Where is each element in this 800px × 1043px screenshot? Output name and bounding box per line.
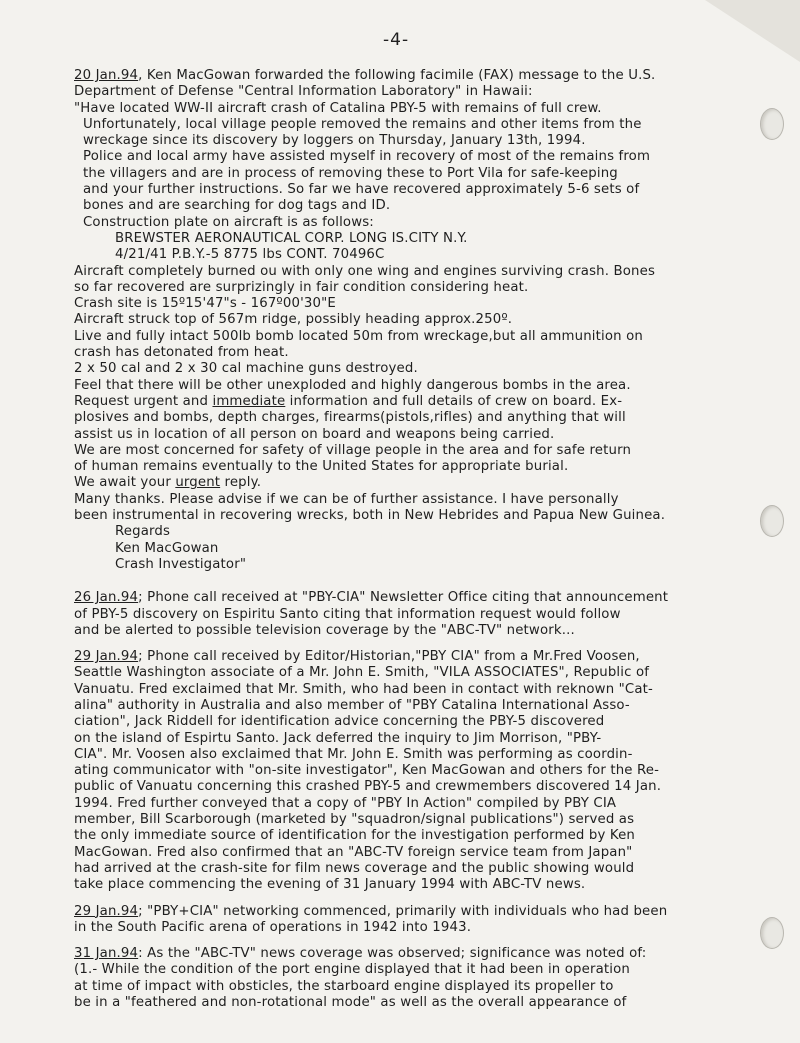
fax-line: Request urgent and immediate information and full details of crew on board. Ex-: [74, 393, 623, 409]
underlined-word: urgent: [175, 475, 221, 491]
entry-line: of PBY-5 discovery on Espiritu Santo citing that information request would follow: [74, 606, 621, 622]
entry-line: ating communicator with "on-site investigator", Ken MacGowan and others for the Re-: [74, 763, 660, 779]
document-body: [74, 68, 774, 1011]
entry-date: 20 Jan.94: [74, 68, 139, 83]
fax-line: assist us in location of all person on board and weapons being carried.: [74, 426, 555, 442]
entry-header: 31 Jan.94: As the "ABC-TV" news coverage was observed; significance was noted of:: [74, 946, 647, 962]
fax-line: 2 x 50 cal and 2 x 30 cal machine guns destroyed.: [74, 361, 418, 377]
entry-line: Seattle Washington associate of a Mr. John E. Smith, "VILA ASSOCIATES", Republic of: [74, 665, 650, 681]
fax-line: Live and fully intact 500lb bomb located 50m from wreckage,but all ammunition on: [74, 328, 643, 344]
fax-line: Police and local army have assisted myself in recovery of most of the remains from: [83, 149, 651, 165]
entry-line: the only immediate source of identification for the investigation performed by Ken: [74, 828, 635, 844]
fax-line: crash has detonated from heat.: [74, 345, 289, 361]
entry-header: 29 Jan.94; "PBY+CIA" networking commenced, primarily with individuals who had been: [74, 903, 668, 919]
fax-line: so far recovered are surprizingly in fair condition considering heat.: [74, 279, 529, 295]
fax-line: bones and are searching for dog tags and ID.: [83, 198, 391, 214]
entry-line: Vanuatu. Fred exclaimed that Mr. Smith, who had been in contact with reknown "Cat-: [74, 681, 653, 697]
entry-line: at time of impact with obsticles, the starboard engine displayed its propeller to: [74, 978, 614, 994]
entry-line: on the island of Espirtu Santo. Jack deferred the inquiry to Jim Morrison, "PBY-: [74, 730, 602, 746]
fax-line: been instrumental in recovering wrecks, both in New Hebrides and Papua New Guinea.: [74, 508, 666, 524]
construction-plate-line: 4/21/41 P.B.Y.-5 8775 lbs CONT. 70496C: [115, 247, 385, 263]
fax-line: Feel that there will be other unexploded and highly dangerous bombs in the area.: [74, 377, 631, 393]
entry-line: ciation", Jack Riddell for identification advice concerning the PBY-5 discovered: [74, 714, 605, 730]
fax-line: the villagers and are in process of removing these to Port Vila for safe-keeping: [83, 165, 618, 181]
entry-line: member, Bill Scarborough (marketed by "squadron/signal publications") served as: [74, 812, 635, 828]
fax-line: We await your urgent reply.: [74, 475, 262, 491]
entry-line: be in a "feathered and non-rotational mode" as well as the overall appearance of: [74, 995, 627, 1011]
signature-line: Regards: [115, 524, 171, 540]
signature-line: Ken MacGowan: [115, 540, 219, 556]
underlined-word: immediate: [212, 393, 286, 409]
construction-plate-line: BREWSTER AERONAUTICAL CORP. LONG IS.CITY N.Y.: [115, 230, 468, 246]
entry-line: take place commencing the evening of 31 January 1994 with ABC-TV news.: [74, 877, 586, 893]
fax-line: Many thanks. Please advise if we can be of further assistance. I have personally: [74, 491, 619, 507]
entry-header: 26 Jan.94; Phone call received at "PBY-CIA" Newsletter Office citing that announcement: [74, 590, 669, 606]
entry-header: 20 Jan.94, Ken MacGowan forwarded the following facimile (FAX) message to the U.S.: [74, 68, 656, 83]
entry-line: Department of Defense "Central Information Laboratory" in Hawaii:: [74, 84, 533, 100]
signature-line: Crash Investigator": [115, 556, 247, 572]
fax-line: wreckage since its discovery by loggers on Thursday, January 13th, 1994.: [83, 133, 586, 149]
entry-line: CIA". Mr. Voosen also exclaimed that Mr. John E. Smith was performing as coordin-: [74, 746, 633, 762]
entry-date: 29 Jan.94: [74, 903, 139, 919]
entry-line: 1994. Fred further conveyed that a copy of "PBY In Action" compiled by PBY CIA: [74, 795, 617, 811]
entry-date: 29 Jan.94: [74, 649, 139, 665]
entry-line: in the South Pacific arena of operations in 1942 into 1943.: [74, 919, 472, 935]
entry-line: alina" authority in Australia and also member of "PBY Catalina International Asso-: [74, 697, 630, 713]
fax-line: of human remains eventually to the United States for appropriate burial.: [74, 459, 569, 475]
fax-line: Crash site is 15º15'47"s - 167º00'30"E: [74, 296, 336, 312]
entry-line: had arrived at the crash-site for film news coverage and the public showing would: [74, 860, 635, 876]
fax-line: and your further instructions. So far we have recovered approximately 5-6 sets of: [83, 182, 640, 198]
entry-date: 26 Jan.94: [74, 590, 139, 606]
fax-line: plosives and bombs, depth charges, firearms(pistols,rifles) and anything that will: [74, 410, 626, 426]
entry-line: MacGowan. Fred also confirmed that an "ABC-TV foreign service team from Japan": [74, 844, 633, 860]
entry-date: 31 Jan.94: [74, 946, 139, 962]
entry-line: (1.- While the condition of the port engine displayed that it had been in operation: [74, 962, 630, 978]
fax-line: We are most concerned for safety of village people in the area and for safe return: [74, 442, 632, 458]
entry-line: and be alerted to possible television coverage by the "ABC-TV" network...: [74, 622, 575, 638]
fax-line: Unfortunately, local village people removed the remains and other items from the: [83, 116, 642, 132]
entry-header: 29 Jan.94; Phone call received by Editor/Historian,"PBY CIA" from a Mr.Fred Voosen,: [74, 649, 640, 665]
fax-line: Aircraft completely burned ou with only one wing and engines surviving crash. Bones: [74, 263, 656, 279]
folded-corner: [705, 0, 800, 62]
fax-line: Aircraft struck top of 567m ridge, possibly heading approx.250º.: [74, 312, 513, 328]
entry-line: public of Vanuatu concerning this crashed PBY-5 and crewmembers discovered 14 Jan.: [74, 779, 662, 795]
page-number: -4-: [383, 30, 410, 50]
fax-line: "Have located WW-II aircraft crash of Catalina PBY-5 with remains of full crew.: [74, 100, 602, 116]
fax-line: Construction plate on aircraft is as follows:: [83, 214, 374, 230]
